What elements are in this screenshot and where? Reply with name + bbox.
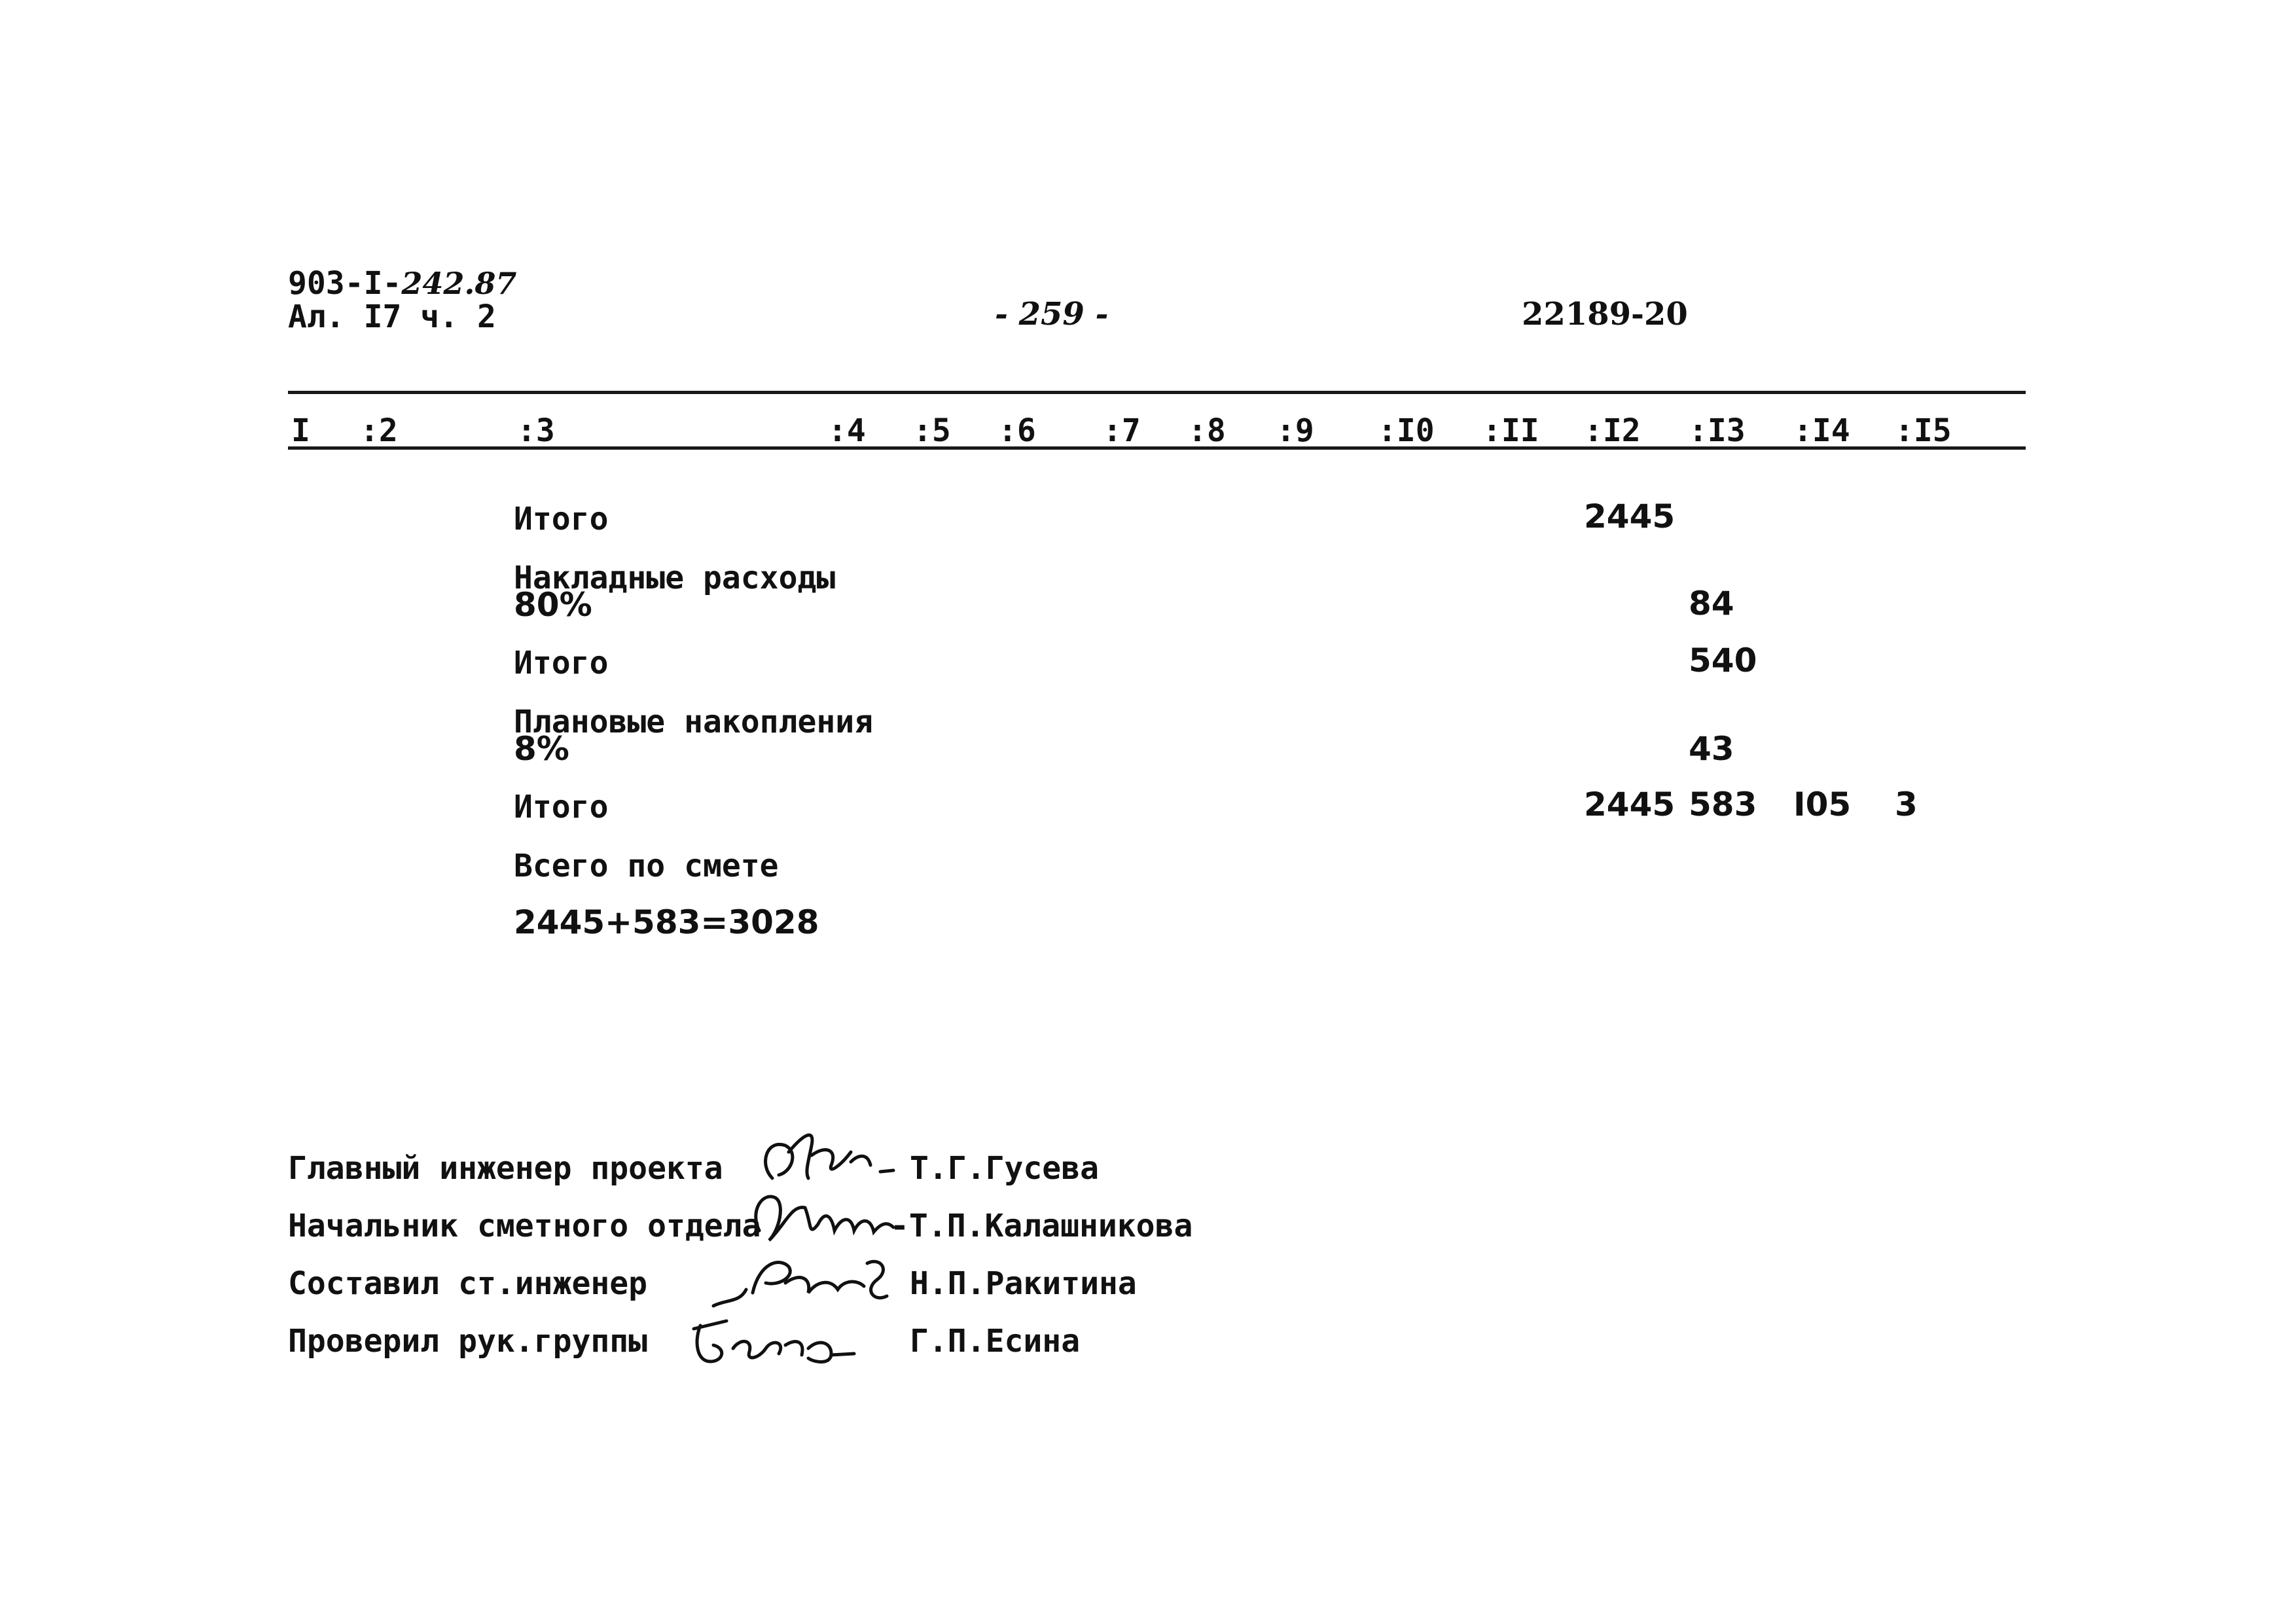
column-8: :8 (1188, 412, 1226, 449)
column-14: :I4 (1793, 412, 1850, 449)
signature-role-4: Проверил рук.группы (288, 1323, 648, 1360)
table-top-rule (288, 391, 2026, 394)
document-code-handwritten: 242.87 (401, 266, 517, 301)
column-12: :I2 (1584, 412, 1641, 449)
column-1: I (291, 412, 310, 449)
column-5: :5 (913, 412, 951, 449)
row-3-label: Итого (514, 645, 609, 681)
document-number: 22189-20 (1522, 296, 1688, 333)
row-7-formula: 2445+583=3028 (514, 903, 819, 941)
document-code-prefix: 903-I- (288, 265, 402, 302)
signature-role-3: Составил ст.инженер (288, 1265, 648, 1302)
signature-role-2: Начальник сметного отдела (288, 1208, 761, 1244)
signature-role-1: Главный инженер проекта (288, 1150, 723, 1187)
signature-name-4: Г.П.Есина (910, 1323, 1081, 1360)
column-2: :2 (360, 412, 398, 449)
column-6: :6 (998, 412, 1036, 449)
signature-name-1: Т.Г.Гусева (910, 1150, 1099, 1187)
column-3: :3 (517, 412, 555, 449)
document-code (288, 265, 516, 302)
row-5-col14: I05 (1793, 785, 1852, 823)
handwritten-signature-4 (674, 1303, 870, 1375)
column-11: :II (1482, 412, 1539, 449)
row-3-col13: 540 (1689, 641, 1757, 679)
row-4-label: Плановые накопления (514, 704, 874, 740)
row-1-label: Итого (514, 501, 609, 537)
signature-name-2: -Т.П.Калашникова (890, 1208, 1193, 1244)
column-10: :I0 (1378, 412, 1435, 449)
column-9: :9 (1276, 412, 1314, 449)
column-7: :7 (1103, 412, 1141, 449)
row-2-sub: 80% (514, 586, 592, 624)
row-4-col13: 43 (1689, 730, 1734, 768)
row-1-col12: 2445 (1584, 497, 1676, 535)
row-5-col15: 3 (1895, 785, 1918, 823)
row-6-label: Всего по смете (514, 848, 779, 884)
row-2-label: Накладные расходы (514, 560, 836, 596)
column-13: :I3 (1689, 412, 1746, 449)
column-15: :I5 (1895, 412, 1952, 449)
album-line: Ал. I7 ч. 2 (288, 298, 496, 335)
row-5-label: Итого (514, 789, 609, 825)
row-2-col13: 84 (1689, 585, 1734, 623)
column-4: :4 (828, 412, 866, 449)
row-4-sub: 8% (514, 730, 569, 768)
row-5-col12: 2445 (1584, 785, 1676, 823)
page-number: - 259 - (995, 296, 1109, 333)
signature-name-3: Н.П.Ракитина (910, 1265, 1137, 1302)
row-5-col13: 583 (1689, 785, 1757, 823)
